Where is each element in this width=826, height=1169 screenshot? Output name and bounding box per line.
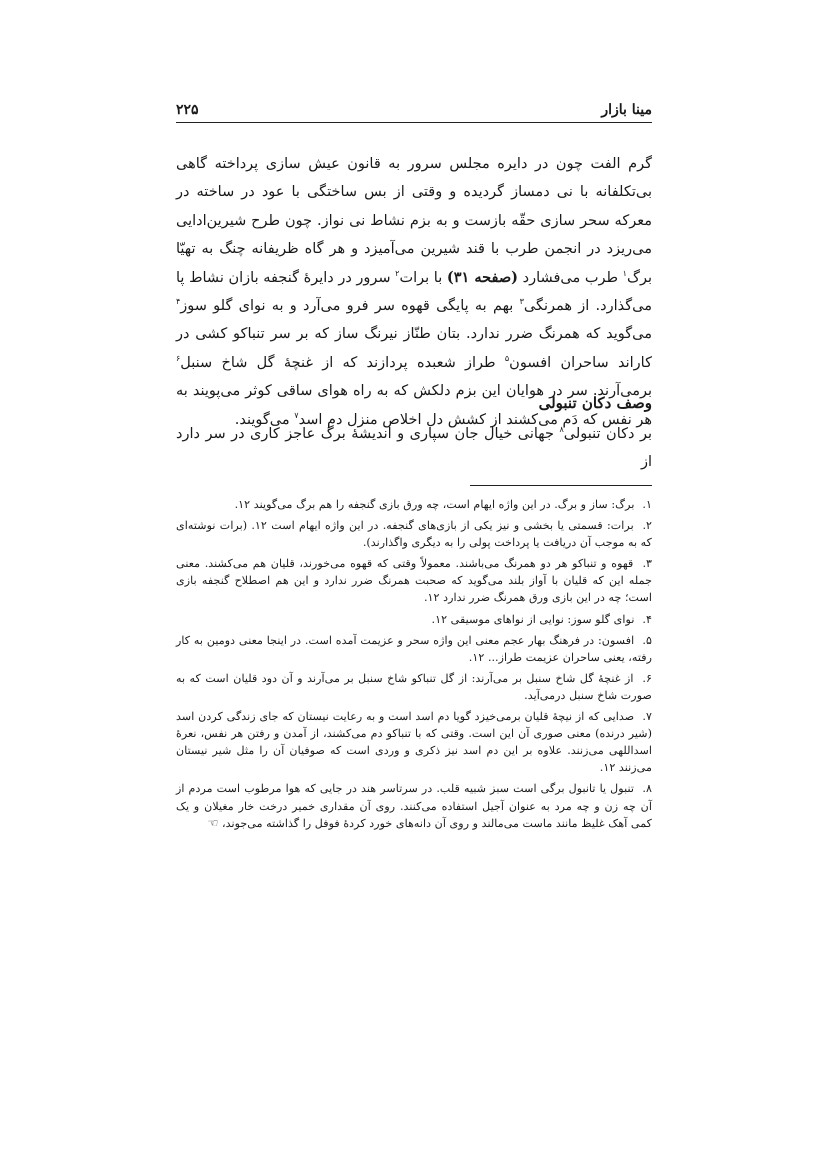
page-number: ۲۲۵	[176, 102, 199, 118]
footnote-item	[176, 611, 652, 628]
text-segment: سرور در دایرهٔ گنجفه بازان نشاط پا می‌گذارد. از همرنگی	[176, 269, 652, 315]
section-first-line	[176, 420, 652, 476]
page-header	[176, 100, 652, 123]
text-segment: گرم الفت چون در دایره مجلس سرور به قانون عیش سازی پرداخته گاهی بی‌تکلفانه با نی دمساز گردیده و وقتی از بس ساختگی با عود در ساخته در معرکه سحر سازی حقّه بازست و به بزم نشاط نی نواز. چون طرح شیرین‌ادایی می‌ریزد در انجمن طرب با قند شیرین می‌آمیزد و هر گاه ظریفانه چنگ به تهیّا برگ	[176, 156, 652, 286]
footnote-text: صدایی که از نیچهٔ قلیان برمی‌خیزد گویا دم اسد است و به رعایت نیستان که جای زندگی کردن اسد (شیر درنده) معنی صوری آن این است. وقتی که با تنباکو دم می‌کشند، از آمدن و رفتن هر نفس، نعرهٔ اسداللهی می‌زنند. علاوه بر این دم اسد نیز ذکری و وردی است که صوفیان آن را مثل شیر نیستان می‌زنند ۱۲.	[176, 710, 652, 775]
footnote-item	[176, 555, 652, 606]
footnote-text: برگ: ساز و برگ. در این واژه ایهام است، چه ورق بازی گنجفه را هم برگ می‌گویند ۱۲.	[234, 498, 635, 511]
footnote-number: ۵.	[642, 633, 652, 647]
text-segment: جهانی خیال جان سپاری و اندیشهٔ برگ عاجز کاری در سر دارد از	[176, 426, 652, 470]
text-segment: بر دکان تنبولی	[563, 426, 653, 442]
footnote-number: ۲.	[642, 519, 653, 533]
footnote-marker: ۷	[294, 410, 299, 420]
footnote-number: ۸.	[642, 782, 652, 796]
footnote-text: برات: قسمتی یا بخشی و نیز یکی از بازی‌های گنجفه. در این واژه ایهام است ۱۲. (برات نوشته‌ای که به موجب آن دریافت یا پرداخت پولی را به دیگری واگذارند).	[176, 519, 652, 550]
footnote-marker: ۵	[504, 354, 510, 364]
footnote-marker: ۳	[519, 297, 524, 307]
footnote-text: قهوه و تنباکو هر دو همرنگ می‌باشند. معمولاً وقتی که قهوه می‌خورند، قلیان هم می‌کشند. معنی جمله این که قلیان با آواز بلند می‌گوید که صحبت همرنگ ضرر ندارد و این هم اصطلاح گنجفه بازی است؛ چه در این بازی ورق همرنگ ضرر ندارد ۱۲.	[176, 557, 652, 605]
footnote-item	[176, 670, 652, 704]
text-segment: می‌گوید که همرنگ ضرر ندارد. بتان طنّاز نیرنگ ساز که بر سر تنباکو کشی در کاراند ساحران افسون	[176, 326, 652, 371]
footnote-text: از غنچهٔ گل شاخ سنبل بر می‌آرند: از گل تنباکو شاخ سنبل بر می‌آرند و آن دود قلیان است که به صورت شاخ سنبل درمی‌آید.	[176, 671, 652, 702]
footnote-number: ۶.	[642, 671, 652, 685]
footnote-item	[176, 780, 652, 831]
footnote-text: تنبول یا تانبول برگی است سبز شبیه قلب. در سرتاسر هند در جایی که هوا مرطوب است مردم از آن چه زن و چه مرد به عنوان آجیل استفاده می‌کنند. روی آن مقداری خمیر درخت خار مغیلان و یک کمی آهک غلیظ مانند ماست می‌مالند و روی آن دانه‌های خورد کردهٔ فوفل را گذاشته می‌جوند،	[176, 782, 652, 830]
footnote-number: ۳.	[642, 557, 653, 571]
footnote-marker: ۴	[176, 297, 181, 307]
footnote-number: ۴.	[642, 612, 652, 626]
footnote-marker: ۶	[176, 354, 181, 364]
footnote-text: افسون: در فرهنگ بهار عجم معنی این واژه سحر و عزیمت آمده است. در اینجا معنی دومین به کار رفته، یعنی ساحران عزیمت طراز... ۱۲.	[176, 633, 652, 664]
footnote-text: نوای گلو سوز: نوایی از نواهای موسیقی ۱۲.	[431, 612, 635, 626]
section-heading: وصف دکان تنبولی	[538, 394, 652, 412]
text-segment: طراز شعبده پردازند که از غنچهٔ گل شاخ سنبل	[180, 354, 505, 371]
text-segment: با برات	[399, 269, 447, 286]
footnote-separator	[470, 485, 652, 486]
main-paragraph	[176, 150, 652, 434]
footnote-marker: ۱	[622, 268, 627, 278]
footnote-item	[176, 496, 652, 513]
text-segment: بهم به پایگی قهوه سر فرو می‌آرد و به نوای گلو سوز	[180, 298, 520, 315]
text-segment: برمی‌آرند. سر در هوایان این بزم دلکش که به راه هوای ساقی کوثر می‌پویند به هر نفس که دَم می‌کشند از کشش دل اخلاص منزل دم اسد	[176, 383, 652, 428]
text-segment: می‌گویند.	[234, 411, 295, 428]
footnotes-list	[176, 496, 652, 836]
text-segment: طرب می‌فشارد	[518, 269, 623, 286]
footnote-number: ۷.	[642, 710, 652, 724]
pointing-hand-icon: ☜	[207, 815, 219, 830]
footnote-marker: ۲	[395, 268, 400, 278]
footnote-item	[176, 517, 652, 551]
footnote-number: ۱.	[642, 498, 652, 511]
running-title: مینا بازار	[601, 102, 652, 118]
page-reference: (صفحه ۳۱)	[446, 268, 519, 286]
footnote-marker: ۸	[559, 425, 564, 435]
footnote-item	[176, 632, 652, 666]
footnote-item	[176, 708, 652, 776]
